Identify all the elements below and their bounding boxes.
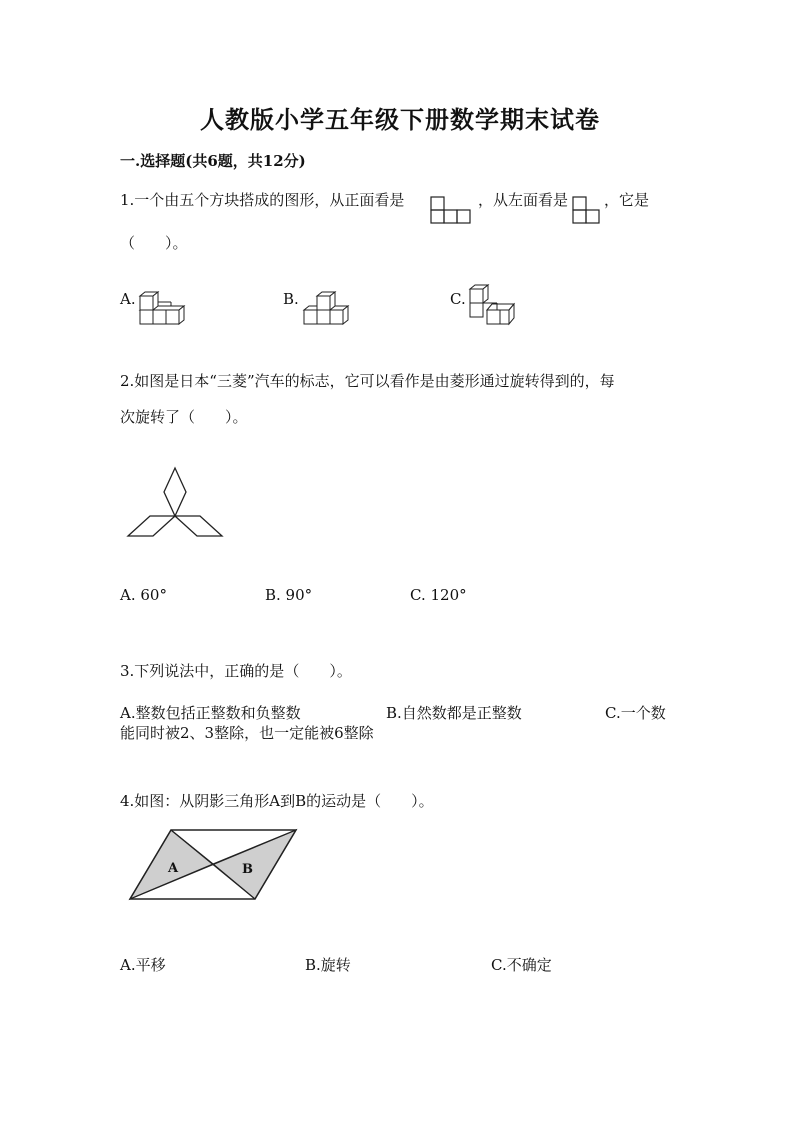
q2-option-a: A. 60° <box>120 586 167 604</box>
q2-option-b: B. 90° <box>265 586 313 604</box>
q3-option-c: C.一个数 <box>605 704 666 722</box>
q1-option-c-label: C. <box>450 290 466 308</box>
q4-option-c: C.不确定 <box>491 956 552 974</box>
q3-text: 3.下列说法中，正确的是（ ）。 <box>120 662 352 680</box>
q1-option-b-figure <box>302 288 354 328</box>
triangle-b-label: B <box>242 862 253 877</box>
q1-text-part2: ，从左面看是 <box>478 191 569 209</box>
mitsubishi-logo-figure <box>125 462 225 540</box>
q1-front-view-figure <box>430 196 472 224</box>
q4-option-b: B.旋转 <box>305 956 351 974</box>
triangle-a-label: A <box>168 861 179 876</box>
q3-option-a: A.整数包括正整数和负整数 <box>120 704 301 722</box>
q3-option-b: B.自然数都是正整数 <box>386 704 522 722</box>
q3-option-c-continued: 能同时被2、3整除，也一定能被6整除 <box>120 724 374 742</box>
q4-option-a: A.平移 <box>120 956 166 974</box>
q1-text-part1: 1.一个由五个方块搭成的图形，从正面看是 <box>120 191 405 209</box>
page-title: 人教版小学五年级下册数学期末试卷 <box>200 105 600 134</box>
q1-option-a-label: A. <box>120 290 136 308</box>
section-heading: 一.选择题(共6题，共12分) <box>120 152 306 170</box>
q1-option-b-label: B. <box>283 290 299 308</box>
q1-option-a-figure <box>138 288 190 328</box>
q1-answer-blank: （ ）。 <box>120 234 188 252</box>
q1-left-view-figure <box>572 196 600 224</box>
q4-text: 4.如图：从阴影三角形A到B的运动是（ ）。 <box>120 792 434 810</box>
q1-option-c-figure <box>467 284 519 328</box>
parallelogram-triangles-figure <box>128 828 300 902</box>
q1-text-part3: ，它是 <box>604 191 650 209</box>
q2-text-line1: 2.如图是日本“三菱”汽车的标志，它可以看作是由菱形通过旋转得到的，每 <box>120 372 615 390</box>
q2-option-c: C. 120° <box>410 586 467 604</box>
q2-text-line2: 次旋转了（ ）。 <box>120 408 248 426</box>
